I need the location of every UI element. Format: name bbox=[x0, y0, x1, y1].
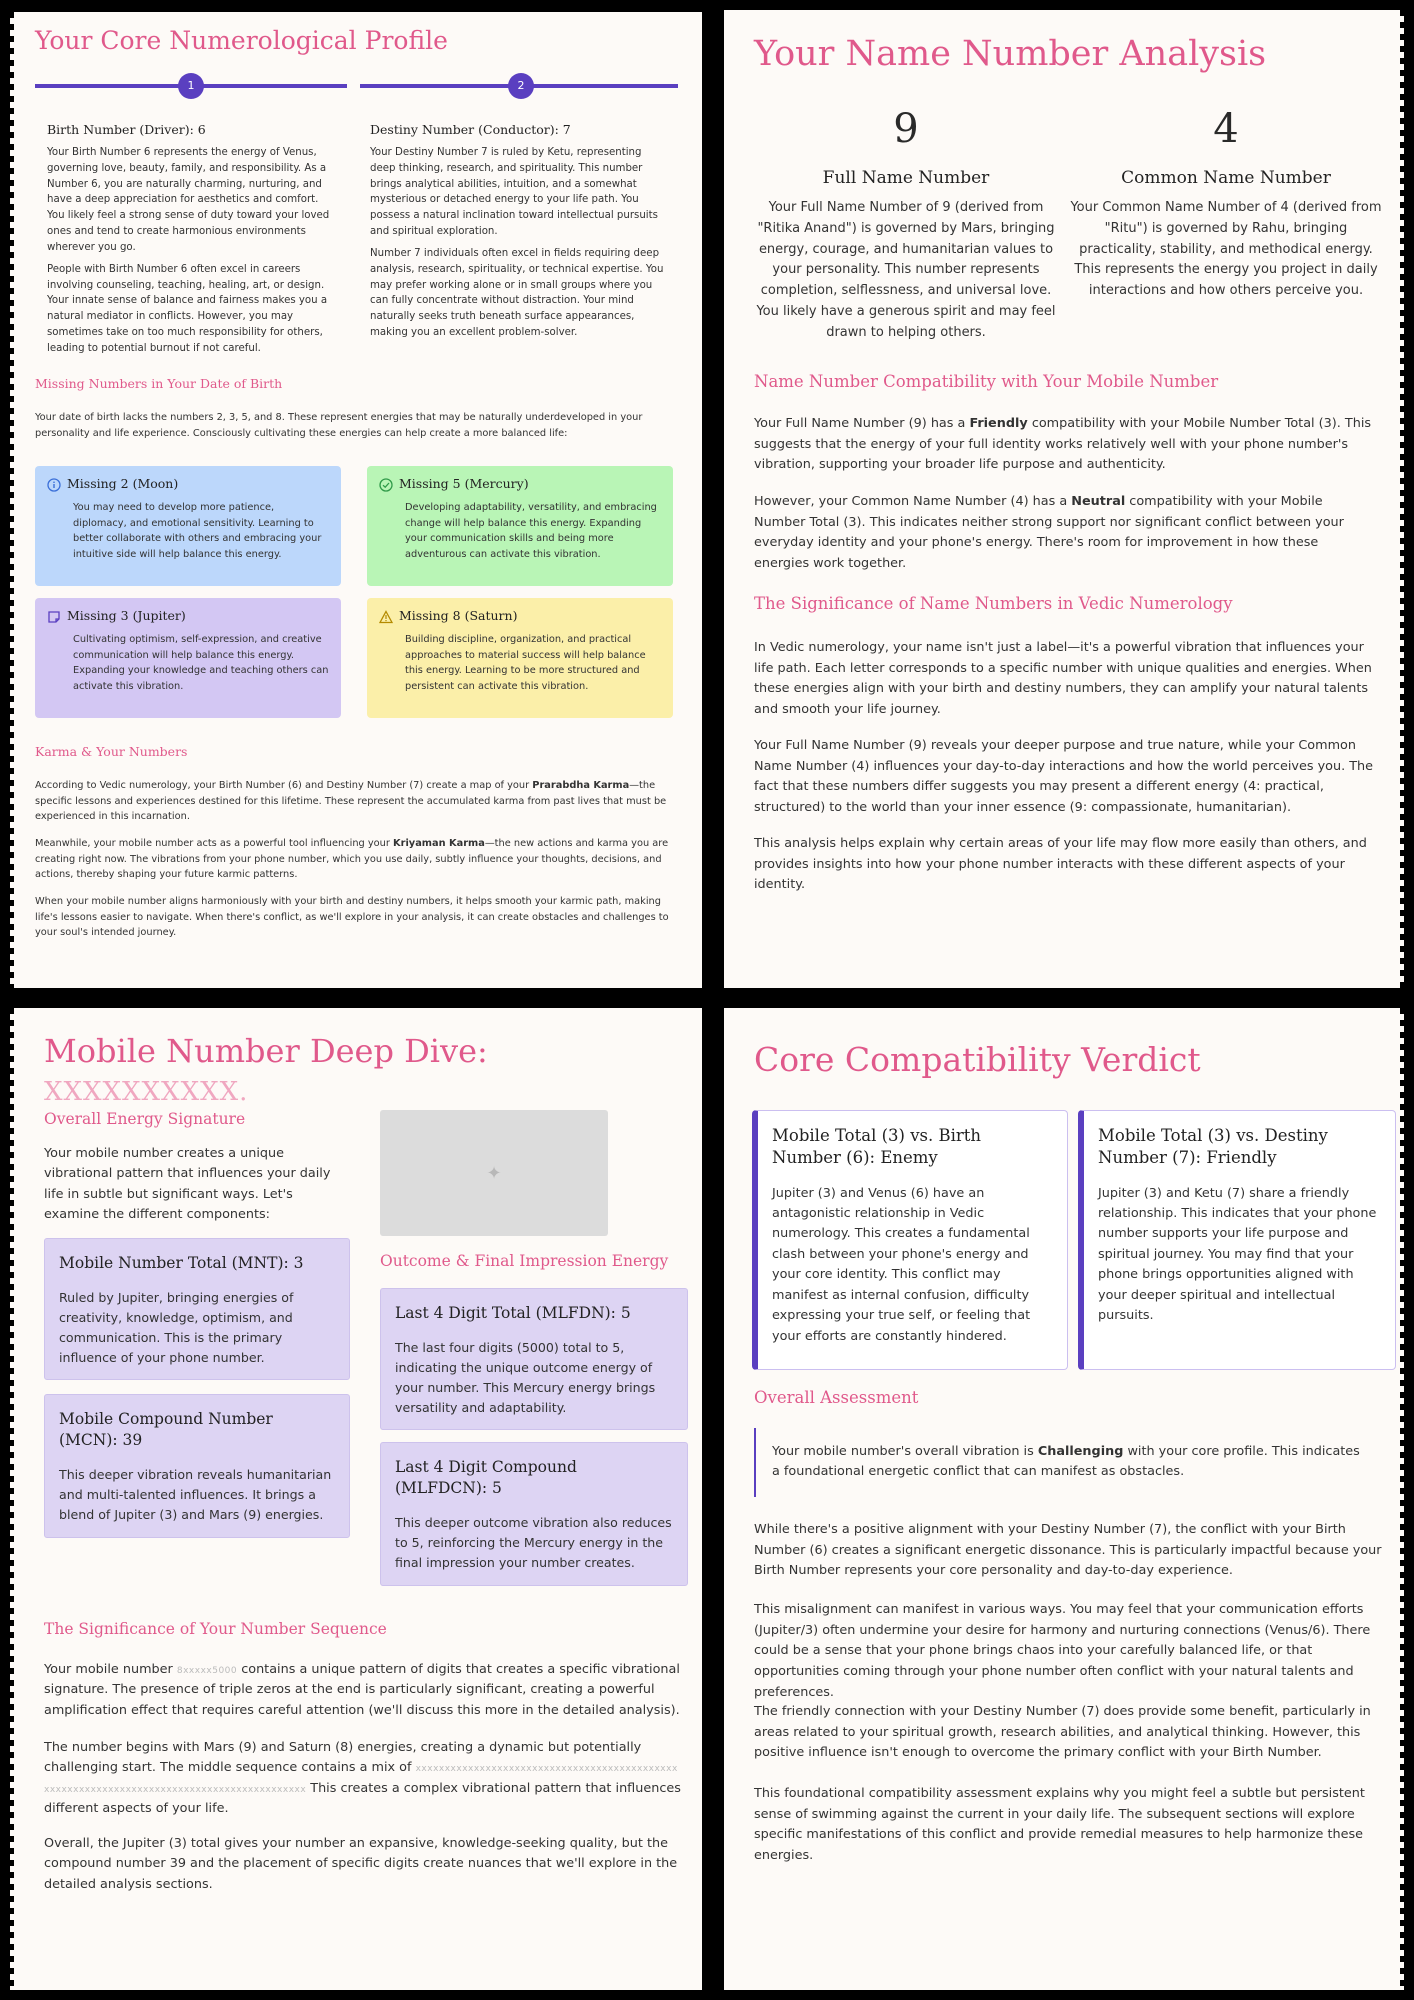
mlfdcn-card bbox=[380, 1442, 688, 1586]
compatibility-text-1 bbox=[754, 414, 1376, 476]
mlfdn-card bbox=[380, 1288, 688, 1430]
masked-mobile-number-inline: 8xxxxx5000 bbox=[176, 1666, 238, 1676]
sequence-text-1b: contains a unique pattern of digits that creates a specific vibrational signature. The presence of triple zeros at the end is particularly significant, creating a powerful amplification effect that requires careful attention (we'll discuss this more in the detailed analysis). bbox=[44, 1662, 680, 1718]
info-icon bbox=[47, 478, 61, 492]
assessment-text-3: The friendly connection with your Destiny Number (7) does provide some benefit, particularly in areas related to your spiritual growth, research abilities, and analytical thinking. However, this positive influence isn't enough to overcome the primary conflict with your Birth Number. bbox=[754, 1704, 1371, 1761]
step-badge-2: 2 bbox=[508, 73, 534, 99]
mnt-text: Ruled by Jupiter, bringing energies of creativity, knowledge, optimism, and communication. This is the primary influence of your phone number. bbox=[59, 1289, 294, 1366]
page-name-number bbox=[724, 10, 1404, 988]
neutral-term: Neutral bbox=[1071, 494, 1126, 509]
mlfdcn-heading: Last 4 Digit Compound (MLFDCN): 5 bbox=[395, 1458, 577, 1497]
assessment-quote bbox=[754, 1428, 1384, 1497]
missing-2-card bbox=[35, 466, 341, 586]
warning-icon bbox=[379, 610, 393, 624]
page-edge bbox=[1400, 10, 1404, 988]
assessment-text-4: This foundational compatibility assessment explains why you might feel a subtle but persistent sense of swimming against the current in your daily life. The subsequent sections will explore specific manifestations of this conflict and provide remedial measures to help harmonize these energies. bbox=[754, 1786, 1365, 1864]
karma-text-2a: Meanwhile, your mobile number acts as a powerful tool influencing your bbox=[35, 838, 394, 849]
missing-3-card bbox=[35, 598, 341, 718]
sequence-text-2 bbox=[44, 1738, 682, 1820]
karma-heading: Karma & Your Numbers bbox=[35, 744, 188, 759]
karma-text-1a: According to Vedic numerology, your Birth Number (6) and Destiny Number (7) create a map of your bbox=[35, 780, 533, 791]
assessment-quote-a: Your mobile number's overall vibration is bbox=[772, 1444, 1038, 1459]
full-name-number-heading: Full Name Number bbox=[822, 168, 990, 188]
destiny-number-text-2: Number 7 individuals often excel in fields requiring deep analysis, research, spirituality, or technical expertise. You may prefer working alone or in small groups where you can fully concentrate without distraction. Your mind naturally seeks truth beneath surface appearances, making you an excellent problem-solver. bbox=[370, 247, 664, 338]
full-name-number-value: 9 bbox=[893, 106, 919, 152]
sequence-heading: The Significance of Your Number Sequence bbox=[44, 1620, 387, 1638]
significance-text-3: This analysis helps explain why certain areas of your life may flow more easily than others, and provides insights into how your phone number interacts with these different aspects of your identity. bbox=[754, 836, 1367, 893]
compatibility-text-1a: Your Full Name Number (9) has a bbox=[754, 416, 970, 431]
assessment-text-1: While there's a positive alignment with your Destiny Number (7), the conflict with your Birth Number (6) creates a significant energetic dissonance. This is particularly impactful because your Birth Number represents your core personality and day-to-day experience. bbox=[754, 1522, 1382, 1579]
missing-2-text: You may need to develop more patience, diplomacy, and emotional sensitivity. Learning to better collaborate with others and embracing your intuitive side will help balance this energy. bbox=[73, 502, 322, 561]
compatibility-heading: Name Number Compatibility with Your Mobile Number bbox=[754, 372, 1219, 391]
verdict-destiny-heading: Mobile Total (3) vs. Destiny Number (7): Friendly bbox=[1098, 1126, 1328, 1168]
page-compatibility-verdict bbox=[724, 1008, 1404, 1990]
karma-text-2c: —the new actions and karma you are creating right now. The vibrations from your phone number, which you use daily, subtly influence your thoughts, decisions, and actions, thereby shaping your future karmic patterns. bbox=[35, 838, 669, 881]
mnt-card bbox=[44, 1238, 350, 1380]
full-name-number-text: Your Full Name Number of 9 (derived from "Ritika Anand") is governed by Mars, bringing energy, courage, and humanitarian values to your personality. This number represents completion, selflessness, and universal love. You likely have a generous spirit and may feel drawn to helping others. bbox=[756, 200, 1056, 340]
sequence-text-2b: This creates a complex vibrational pattern that influences different aspects of your life. bbox=[44, 1780, 681, 1817]
missing-3-heading: Missing 3 (Jupiter) bbox=[67, 608, 186, 623]
missing-2-heading: Missing 2 (Moon) bbox=[67, 476, 179, 491]
mlfdcn-text: This deeper outcome vibration also reduces to 5, reinforcing the Mercury energy in the final impression your number creates. bbox=[395, 1514, 672, 1571]
common-name-number-value: 4 bbox=[1213, 106, 1239, 152]
missing-numbers-heading: Missing Numbers in Your Date of Birth bbox=[35, 376, 283, 391]
karma-text-3: When your mobile number aligns harmoniously with your birth and destiny numbers, it helps smooth your karmic path, making life's lessons easier to navigate. When there's conflict, as we'll explore in your analysis, it can create obstacles and challenges to your soul's intended journey. bbox=[35, 896, 669, 939]
verdict-birth-heading: Mobile Total (3) vs. Birth Number (6): Enemy bbox=[772, 1126, 982, 1168]
energy-signature-text: Your mobile number creates a unique vibrational pattern that influences your daily life in subtle but significant ways. Let's examine the different components: bbox=[44, 1146, 331, 1223]
page-edge bbox=[10, 12, 14, 988]
sequence-text-1 bbox=[44, 1660, 682, 1721]
challenging-term: Challenging bbox=[1037, 1444, 1124, 1459]
verdict-birth-card bbox=[752, 1110, 1068, 1370]
destiny-number-section bbox=[370, 122, 670, 347]
common-name-number-text: Your Common Name Number of 4 (derived from "Ritu") is governed by Rahu, bringing practicality, stability, and methodical energy. This represents the energy you project in daily interactions and how others perceive you. bbox=[1070, 200, 1382, 299]
missing-5-heading: Missing 5 (Mercury) bbox=[399, 476, 529, 491]
karma-text-1c: —the specific lessons and experiences destined for this lifetime. These represent the accumulated karma from past lives that must be experienced in this incarnation. bbox=[35, 780, 667, 823]
compatibility-text-2c: compatibility with your Mobile Number Total (3). This indicates neither strong support nor significant conflict between your everyday identity and your phone's energy. There's room for improvement in how these energies work together. bbox=[754, 494, 1344, 572]
missing-8-card bbox=[367, 598, 673, 718]
significance-text-2: Your Full Name Number (9) reveals your deeper purpose and true nature, while your Common Name Number (4) influences your day-to-day interactions and how the world perceives you. The fact that these numbers differ suggests you may present a different energy (4: practical, structured) to the world than your inner essence (9: compassionate, humanitarian). bbox=[754, 738, 1374, 816]
compatibility-text-2a: However, your Common Name Number (4) has a bbox=[754, 494, 1072, 509]
common-name-number-heading: Common Name Number bbox=[1121, 168, 1331, 188]
mlfdn-heading: Last 4 Digit Total (MLFDN): 5 bbox=[395, 1304, 631, 1322]
page-edge bbox=[1400, 1008, 1404, 1990]
overall-assessment-heading: Overall Assessment bbox=[754, 1388, 919, 1407]
assessment-text-2: This misalignment can manifest in various ways. You may feel that your communication efforts (Jupiter/3) often undermine your desire for harmony and nurturing connections (Venus/6). There could be a sense that your phone brings chaos into your carefully balanced life, or that opportunities coming through your phone number often conflict with your natural talents and preferences. bbox=[754, 1602, 1371, 1700]
karma-text-1 bbox=[35, 778, 675, 825]
mcn-card bbox=[44, 1394, 350, 1538]
common-name-number-column bbox=[1068, 106, 1384, 302]
page-title: Your Name Number Analysis bbox=[754, 34, 1267, 74]
compatibility-text-2 bbox=[754, 492, 1376, 575]
missing-5-text: Developing adaptability, versatility, and embracing change will help balance this energy. Expanding your communication skills and being more adventurous can activate this vibration. bbox=[405, 502, 657, 561]
page-core-profile bbox=[10, 12, 702, 988]
masked-digit-sequence: xxxxxxxxxxxxxxxxxxxxxxxxxxxxxxxxxxxxxxxxxxxxxxxxxxxxxxxxxxxxxxxxxxxxxxxxxxxxxxxxxxxxxxxxxx bbox=[44, 1764, 678, 1795]
mnt-heading: Mobile Number Total (MNT): 3 bbox=[59, 1254, 304, 1272]
birth-number-section bbox=[47, 122, 339, 363]
birth-number-heading: Birth Number (Driver): 6 bbox=[47, 122, 206, 137]
page-title bbox=[44, 1032, 702, 1108]
karma-text-2 bbox=[35, 836, 675, 883]
prarabdha-karma-term: Prarabdha Karma bbox=[532, 780, 630, 791]
missing-5-card bbox=[367, 466, 673, 586]
check-circle-icon bbox=[379, 478, 393, 492]
masked-mobile-number: XXXXXXXXXX. bbox=[44, 1077, 249, 1107]
verdict-destiny-text: Jupiter (3) and Ketu (7) share a friendly relationship. This indicates that your phone number supports your life purpose and spiritual journey. You may find that your phone brings opportunities aligned with your deeper spiritual and intellectual pursuits. bbox=[1098, 1185, 1377, 1324]
verdict-birth-text: Jupiter (3) and Venus (6) have an antagonistic relationship in Vedic numerology. This creates a fundamental clash between your phone's energy and your core identity. This conflict may manifest as internal confusion, difficulty expressing your true self, or feeling that your efforts are constantly hindered. bbox=[772, 1185, 1031, 1344]
page-mobile-deep-dive bbox=[10, 1008, 702, 1990]
destiny-number-heading: Destiny Number (Conductor): 7 bbox=[370, 122, 571, 137]
step-badge-1: 1 bbox=[178, 73, 204, 99]
destiny-number-text-1: Your Destiny Number 7 is ruled by Ketu, representing deep thinking, research, and spirituality. This number brings analytical abilities, intuition, and a somewhat mysterious or detached energy to your life path. You possess a natural inclination toward intellectual pursuits and spiritual exploration. bbox=[370, 147, 658, 238]
mcn-text: This deeper vibration reveals humanitarian and multi-talented influences. It brings a blend of Jupiter (3) and Mars (9) energies. bbox=[59, 1466, 332, 1523]
mlfdn-text: The last four digits (5000) total to 5, indicating the unique outcome energy of your number. This Mercury energy brings versatility and adaptability. bbox=[395, 1339, 656, 1416]
image-placeholder bbox=[380, 1110, 608, 1236]
compatibility-text-1c: compatibility with your Mobile Number Total (3). This suggests that the energy of your full identity works relatively well with your phone number's vibration, supporting your broader life purpose and authenticity. bbox=[754, 416, 1372, 473]
friendly-term: Friendly bbox=[969, 416, 1028, 431]
birth-number-text-2: People with Birth Number 6 often excel in careers involving counseling, teaching, healing, art, or design. Your innate sense of balance and fairness makes you a natural mediator in conflicts. However, you may sometimes take on too much responsibility for others, leading to potential burnout if not careful. bbox=[47, 263, 328, 354]
sparkle-icon: ✦ bbox=[486, 1162, 502, 1184]
sequence-text-2a: The number begins with Mars (9) and Saturn (8) energies, creating a dynamic but potentially challenging start. The middle sequence contains a mix of bbox=[44, 1740, 642, 1776]
missing-8-heading: Missing 8 (Saturn) bbox=[399, 608, 518, 623]
significance-text-1: In Vedic numerology, your name isn't just a label—it's a powerful vibration that influences your life path. Each letter corresponds to a specific number with unique qualities and energies. When these energies align with your birth and destiny numbers, they can amplify your natural talents and smooth your life journey. bbox=[754, 640, 1372, 718]
significance-heading: The Significance of Name Numbers in Vedic Numerology bbox=[754, 594, 1233, 613]
sequence-text-3: Overall, the Jupiter (3) total gives your number an expansive, knowledge-seeking quality, but the compound number 39 and the placement of specific digits create nuances that we'll explore in the detailed analysis sections. bbox=[44, 1836, 678, 1892]
birth-number-text-1: Your Birth Number 6 represents the energy of Venus, governing love, beauty, family, and responsibility. As a Number 6, you are naturally charming, nurturing, and have a deep appreciation for aesthetics and comfort. You likely feel a strong sense of duty toward your loved ones and tend to create harmonious environments wherever you go. bbox=[47, 147, 330, 253]
missing-3-text: Cultivating optimism, self-expression, and creative communication will help balance this energy. Expanding your knowledge and teaching others can activate this vibration. bbox=[73, 634, 329, 693]
full-name-number-column bbox=[748, 106, 1064, 344]
page-edge bbox=[10, 1008, 14, 1990]
missing-8-text: Building discipline, organization, and practical approaches to material success will help balance this energy. Learning to be more structured and persistent can activate this vibration. bbox=[405, 634, 646, 693]
sequence-text-1a: Your mobile number bbox=[44, 1662, 177, 1677]
page-title-text: Mobile Number Deep Dive: bbox=[44, 1032, 488, 1070]
kriyaman-karma-term: Kriyaman Karma bbox=[393, 838, 485, 849]
page-title: Core Compatibility Verdict bbox=[754, 1040, 1201, 1079]
verdict-destiny-card bbox=[1078, 1110, 1396, 1370]
energy-signature-heading: Overall Energy Signature bbox=[44, 1110, 246, 1128]
page-title: Your Core Numerological Profile bbox=[35, 26, 448, 55]
outcome-energy-heading: Outcome & Final Impression Energy bbox=[380, 1252, 669, 1270]
missing-numbers-intro: Your date of birth lacks the numbers 2, 3, 5, and 8. These represent energies that may be naturally underdeveloped in your personality and life experience. Consciously cultivating these energies can help create a more balanced life: bbox=[35, 412, 643, 439]
assessment-quote-c: with your core profile. This indicates a foundational energetic conflict that can manifest as obstacles. bbox=[772, 1444, 1360, 1480]
mcn-heading: Mobile Compound Number (MCN): 39 bbox=[59, 1410, 273, 1449]
note-icon bbox=[47, 610, 61, 624]
